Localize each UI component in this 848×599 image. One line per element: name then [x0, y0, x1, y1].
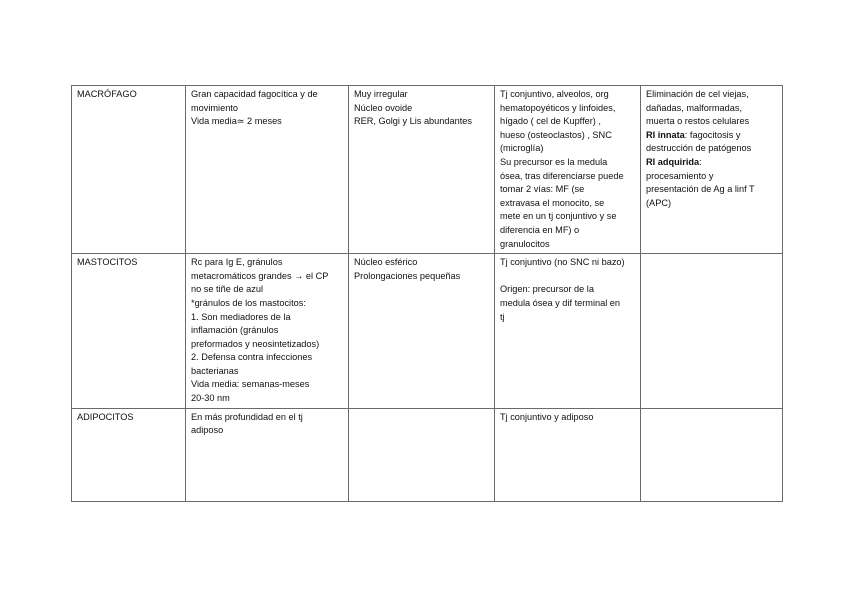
cell-type-name: MASTOCITOS — [72, 254, 186, 409]
role-cell — [641, 408, 783, 501]
function-cell: Rc para Ig E, gránulos metacromáticos grandes → el CP no se tiñe de azul *gránulos de los mastocitos: 1. Son mediadores de la inflamación (gránulos preformados y neosintetizados) 2. Defensa contra infecciones bacterianas Vida media: semanas-meses 20-30 nm — [186, 254, 349, 409]
location-cell: Tj conjuntivo, alveolos, org hematopoyéticos y linfoides, hígado ( cel de Kupffer) , hueso (osteoclastos) , SNC (microglía) Su precursor es la medula ósea, tras diferenciarse puede tomar 2 vías: MF (se extravasa el monocito, se mete en un tj conjuntivo y se diferencia en MF) o granulocitos — [495, 86, 641, 254]
cell-type-name: ADIPOCITOS — [72, 408, 186, 501]
morphology-cell: Núcleo esférico Prolongaciones pequeñas — [349, 254, 495, 409]
table-row — [72, 86, 783, 254]
function-cell: En más profundidad en el tj adiposo — [186, 408, 349, 501]
location-cell: Tj conjuntivo y adiposo — [495, 408, 641, 501]
table-row — [72, 254, 783, 409]
location-cell: Tj conjuntivo (no SNC ni bazo) Origen: precursor de la medula ósea y dif terminal en tj — [495, 254, 641, 409]
function-cell: Gran capacidad fagocítica y de movimiento Vida media≃ 2 meses — [186, 86, 349, 254]
role-cell: Eliminación de cel viejas, dañadas, malformadas, muerta o restos celulares RI innata: fagocitosis y destrucción de patógenos RI adquirida: procesamiento y presentación de Ag a linf T (APC) — [641, 86, 783, 254]
table-row — [72, 408, 783, 501]
cell-types-table — [71, 85, 783, 502]
role-cell — [641, 254, 783, 409]
cell-type-name: MACRÓFAGO — [72, 86, 186, 254]
acquired-line: RI adquirida: — [646, 156, 702, 167]
innate-line: RI innata: fagocitosis y — [646, 129, 741, 140]
morphology-cell: Muy irregular Núcleo ovoide RER, Golgi y Lis abundantes — [349, 86, 495, 254]
morphology-cell — [349, 408, 495, 501]
blank-line — [500, 270, 635, 284]
